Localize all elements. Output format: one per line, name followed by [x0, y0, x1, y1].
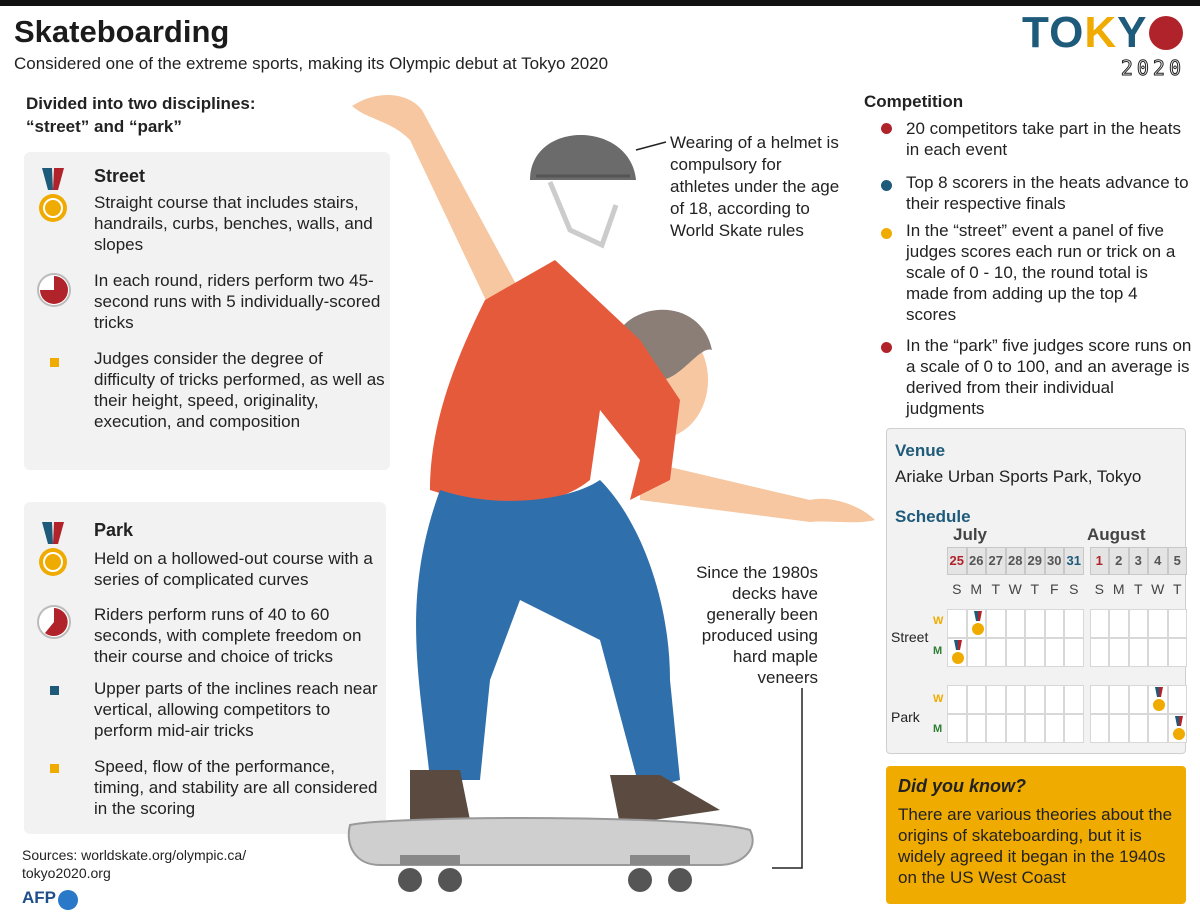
- men-label: M: [933, 723, 943, 735]
- afp-logo-icon: [58, 890, 78, 910]
- street-description: Straight course that includes stairs, handrails, curbs, benches, walls, and slopes: [94, 193, 373, 254]
- medal-icon: [971, 611, 985, 637]
- date-row: [947, 547, 1187, 575]
- deck-note: Since the 1980s decks have generally been produced using hard maple veneers: [696, 563, 818, 687]
- medal-icon: [951, 640, 965, 666]
- bullet-dot-icon: [881, 228, 892, 239]
- street-panel: [24, 152, 390, 470]
- bullet-square-icon: [50, 358, 59, 367]
- intro-line-2: “street” and “park”: [26, 117, 182, 136]
- date-cell: 31: [1064, 547, 1084, 575]
- street-row-label: Street: [891, 629, 929, 645]
- did-you-know-title: Did you know?: [898, 776, 1026, 796]
- event-cell: [947, 638, 967, 667]
- date-cell: 29: [1025, 547, 1045, 575]
- stopwatch-icon: [36, 604, 72, 640]
- park-women-row: [947, 685, 1187, 714]
- date-cell: 4: [1148, 547, 1168, 575]
- men-label: M: [933, 645, 943, 657]
- schedule-heading: Schedule: [895, 507, 971, 526]
- date-cell: 1: [1090, 547, 1110, 575]
- street-women-row: [947, 609, 1187, 638]
- venue-schedule-box: [886, 428, 1186, 754]
- medal-icon: [36, 522, 70, 580]
- event-cell: [1168, 714, 1188, 743]
- bullet-dot-icon: [881, 342, 892, 353]
- weekday-label: T: [1172, 581, 1182, 597]
- park-title: Park: [94, 520, 134, 540]
- venue-name: Ariake Urban Sports Park, Tokyo: [895, 467, 1142, 486]
- women-label: W: [933, 615, 944, 627]
- weekday-label: S: [952, 581, 962, 597]
- event-cell: [967, 609, 987, 638]
- weekday-label: W: [1008, 581, 1022, 597]
- park-row-label: Park: [891, 709, 920, 725]
- page-title: Skateboarding: [14, 14, 230, 49]
- bullet-dot-icon: [881, 180, 892, 191]
- top-rule: [0, 0, 1200, 6]
- date-cell: 30: [1045, 547, 1065, 575]
- month-july: July: [953, 525, 988, 544]
- women-label: W: [933, 693, 944, 705]
- sources-line-1: Sources: worldskate.org/olympic.ca/: [22, 847, 247, 863]
- page-subtitle: Considered one of the extreme sports, making its Olympic debut at Tokyo 2020: [14, 54, 609, 73]
- bullet-square-icon: [50, 764, 59, 773]
- competition-item: In the “street” event a panel of five judges scores each run or trick on a scale of 0 - 10, the round total is made from adding up the top 4 scores: [906, 221, 1176, 324]
- disciplines-intro: [26, 92, 256, 138]
- logo-year: 2020: [1120, 56, 1185, 80]
- medal-icon: [1152, 687, 1166, 713]
- tokyo-2020-logo: [1022, 8, 1187, 80]
- street-title: Street: [94, 166, 146, 186]
- afp-credit: AFP: [22, 888, 56, 907]
- weekday-label: S: [1069, 581, 1079, 597]
- intro-line-1: Divided into two disciplines:: [26, 94, 256, 113]
- weekday-label: W: [1151, 581, 1165, 597]
- date-cell: 3: [1129, 547, 1149, 575]
- date-cell: 5: [1168, 547, 1188, 575]
- bullet-dot-icon: [881, 123, 892, 134]
- bullet-square-icon: [50, 686, 59, 695]
- weekday-label: M: [1112, 581, 1125, 597]
- park-men-row: [947, 714, 1187, 743]
- competition-title: Competition: [864, 92, 964, 111]
- park-scoring: Speed, flow of the performance, timing, and stability are all considered in the scoring: [94, 757, 378, 818]
- helmet-note: Wearing of a helmet is compulsory for athletes under the age of 18, according to World Skate rules: [670, 133, 840, 240]
- medal-icon: [1172, 716, 1186, 742]
- park-runs: Riders perform runs of 40 to 60 seconds, with complete freedom on their course and choice of tricks: [94, 605, 362, 666]
- competition-item: Top 8 scorers in the heats advance to their respective finals: [906, 173, 1189, 213]
- weekday-label: T: [1030, 581, 1040, 597]
- street-judging: Judges consider the degree of difficulty of tricks performed, as well as their height, speed, originality, execution, and composition: [94, 349, 385, 431]
- weekday-row: [947, 581, 1187, 597]
- weekday-label: S: [1094, 581, 1104, 597]
- date-cell: 25: [947, 547, 967, 575]
- weekday-label: T: [991, 581, 1001, 597]
- competition-item: 20 competitors take part in the heats in each event: [906, 119, 1181, 159]
- stopwatch-icon: [36, 272, 72, 308]
- park-panel: [24, 502, 386, 834]
- weekday-label: T: [1133, 581, 1143, 597]
- did-you-know-box: [886, 766, 1186, 904]
- venue-heading: Venue: [895, 441, 946, 460]
- logo-wordmark: TOKY: [1022, 10, 1183, 56]
- medal-icon: [36, 168, 70, 226]
- park-inclines: Upper parts of the inclines reach near vertical, allowing competitors to perform mid-air tricks: [94, 679, 378, 740]
- street-runs: In each round, riders perform two 45-second runs with 5 individually-scored tricks: [94, 271, 381, 332]
- competition-item: In the “park” five judges score runs on a scale of 0 to 100, and an average is derived from their individual judgments: [906, 336, 1192, 418]
- date-cell: 27: [986, 547, 1006, 575]
- date-cell: 28: [1006, 547, 1026, 575]
- month-august: August: [1087, 525, 1146, 544]
- helmet-icon: [530, 135, 666, 245]
- street-men-row: [947, 638, 1187, 667]
- weekday-label: M: [970, 581, 983, 597]
- sources: [22, 846, 246, 882]
- park-description: Held on a hollowed-out course with a series of complicated curves: [94, 549, 373, 589]
- did-you-know-text: There are various theories about the origins of skateboarding, but it is widely agreed it began in the 1940s on the US West Coast: [898, 805, 1173, 887]
- event-cell: [1148, 685, 1168, 714]
- date-cell: 2: [1109, 547, 1129, 575]
- sources-line-2: tokyo2020.org: [22, 865, 111, 881]
- weekday-label: F: [1049, 581, 1059, 597]
- date-cell: 26: [967, 547, 987, 575]
